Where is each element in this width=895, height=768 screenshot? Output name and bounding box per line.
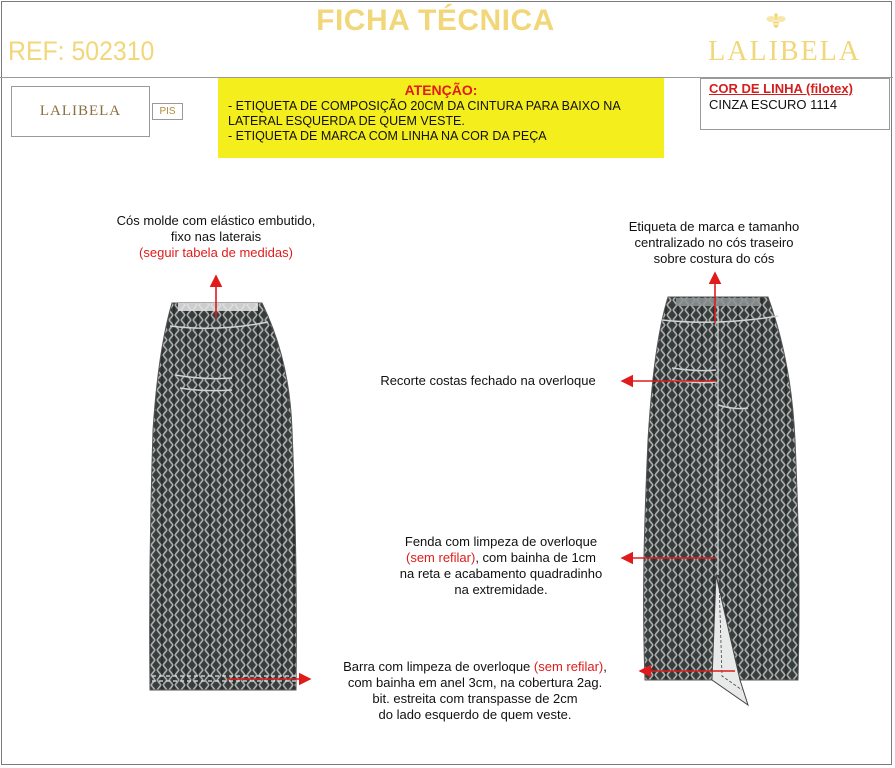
note-line (305, 659, 645, 675)
attention-line: - ETIQUETA DE MARCA COM LINHA NA COR DA PEÇA (228, 129, 547, 143)
hem-note (305, 659, 645, 723)
note-line: na reta e acabamento quadradinho (399, 566, 603, 581)
note-text: , com bainha de 1cm (475, 550, 597, 565)
thread-color-heading: COR DE LINHA (filotex) (709, 81, 853, 96)
front-skirt-drawing (150, 303, 297, 690)
brand-label-text: LALIBELA (39, 103, 122, 119)
pis-tag: PIS (152, 103, 183, 120)
slit-note (370, 534, 632, 598)
note-line: fixo nas laterais (170, 229, 262, 244)
waistband-note (88, 213, 344, 261)
note-line: bit. estreita com transpasse de 2cm (372, 691, 578, 706)
note-line: do lado esquerdo de quem veste. (378, 707, 572, 722)
brand-label-note (600, 219, 828, 267)
note-line-highlight: (seguir tabela de medidas) (139, 245, 293, 260)
back-skirt-drawing (644, 297, 799, 705)
note-line: centralizado no cós traseiro (634, 235, 794, 250)
page-title: FICHA TÉCNICA (316, 4, 555, 37)
attention-line: - ETIQUETA DE COMPOSIÇÃO 20CM DA CINTURA PARA BAIXO NA (228, 99, 621, 113)
back-seam-note (350, 373, 626, 389)
note-line (370, 550, 632, 566)
attention-line: LATERAL ESQUERDA DE QUEM VESTE. (228, 114, 465, 128)
note-line: Etiqueta de marca e tamanho (628, 219, 800, 234)
note-highlight: (sem refilar) (405, 550, 476, 565)
note-line: sobre costura do cós (653, 251, 775, 266)
note-line: na extremidade. (454, 582, 548, 597)
reference-code: REF: 502310 (8, 36, 155, 66)
note-highlight: (sem refilar) (533, 659, 604, 674)
note-line: Recorte costas fechado na overloque (380, 373, 596, 388)
note-text: Barra com limpeza de overloque (343, 659, 534, 674)
brand-logo: LALIBELA (708, 36, 861, 67)
attention-heading: ATENÇÃO: (404, 82, 478, 98)
note-line: Fenda com limpeza de overloque (404, 534, 598, 549)
thread-color-value: CINZA ESCURO 1114 (709, 97, 838, 112)
note-text: , (603, 659, 607, 674)
note-line: Cós molde com elástico embutido, (116, 213, 316, 228)
note-line: com bainha em anel 3cm, na cobertura 2ag. (347, 675, 603, 690)
